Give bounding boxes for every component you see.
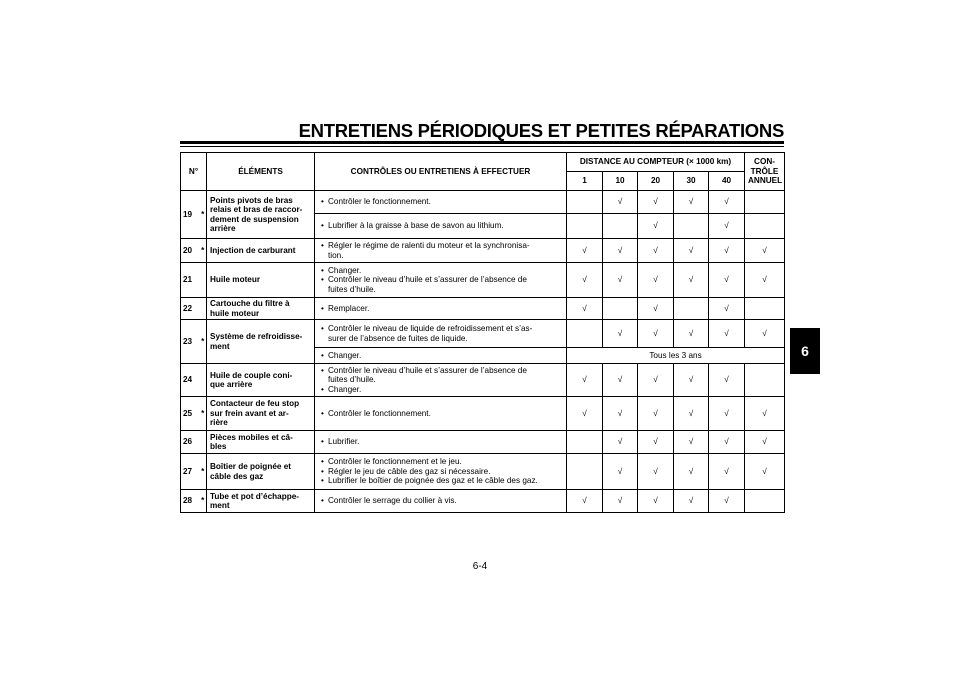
header-elements: ÉLÉMENTS: [207, 153, 315, 191]
check-cell: √: [709, 364, 745, 397]
check-cell: √: [603, 239, 638, 263]
action-item: [321, 409, 563, 418]
action-cell: [315, 490, 567, 513]
action-text: • Régler le jeu de câble des gaz si nécessaire.: [328, 466, 491, 476]
check-cell: √: [567, 298, 603, 320]
asterisk-mark: [200, 364, 207, 397]
action-text: • Changer.: [328, 265, 362, 275]
asterisk-mark: *: [200, 397, 207, 431]
check-cell: √: [709, 397, 745, 431]
header-distance-col: 30: [674, 172, 709, 191]
action-cell: [315, 431, 567, 454]
action-item: [321, 385, 563, 394]
check-cell: √: [638, 298, 674, 320]
check-cell: √: [603, 490, 638, 513]
action-text: • Contrôler le niveau d’huile et s’assurer de l’absence de: [328, 275, 527, 285]
check-cell: √: [603, 320, 638, 348]
action-item: [321, 241, 563, 260]
annual-check-cell: √: [745, 454, 785, 490]
annual-check-cell: [745, 364, 785, 397]
action-item: [321, 351, 563, 360]
element-name-line: Pièces mobiles et câ-: [210, 432, 293, 442]
action-cell: [315, 348, 567, 364]
element-name-line: Système de refroidisse-: [210, 332, 303, 342]
header-actions: CONTRÔLES OU ENTRETIENS À EFFECTUER: [315, 153, 567, 191]
check-cell: √: [638, 320, 674, 348]
check-cell: √: [638, 191, 674, 214]
row-number: 28: [181, 490, 200, 513]
check-cell: √: [674, 191, 709, 214]
element-name-line: relais et bras de raccor-: [210, 205, 303, 215]
annual-check-cell: √: [745, 263, 785, 298]
action-item: [321, 221, 563, 230]
element-name: [207, 454, 315, 490]
action-text: • Contrôler le niveau de liquide de refroidissement et s’as-: [328, 324, 533, 334]
annual-check-cell: √: [745, 239, 785, 263]
table-row: [181, 364, 785, 397]
check-cell: √: [638, 364, 674, 397]
element-name-line: Boîtier de poignée et: [210, 462, 291, 472]
element-name-line: que arrière: [210, 380, 253, 389]
check-cell: √: [638, 239, 674, 263]
element-name-line: Huile de couple coni-: [210, 370, 293, 380]
check-cell: √: [674, 263, 709, 298]
check-cell: √: [567, 263, 603, 298]
header-distance-col: 10: [603, 172, 638, 191]
check-cell: [603, 298, 638, 320]
table-row: [181, 454, 785, 490]
action-cell: [315, 454, 567, 490]
check-cell: √: [567, 239, 603, 263]
check-cell: √: [709, 263, 745, 298]
check-cell: [567, 454, 603, 490]
action-text: • Contrôler le niveau d’huile et s’assurer de l’absence de: [328, 365, 527, 375]
annual-check-cell: √: [745, 397, 785, 431]
asterisk-mark: *: [200, 320, 207, 364]
annual-check-cell: √: [745, 431, 785, 454]
check-cell: √: [709, 239, 745, 263]
asterisk-mark: *: [200, 490, 207, 513]
header-distance-col: 40: [709, 172, 745, 191]
check-cell: √: [638, 454, 674, 490]
element-name: [207, 239, 315, 263]
element-name: [207, 263, 315, 298]
action-text: • Contrôler le fonctionnement.: [328, 197, 431, 207]
action-cell: [315, 263, 567, 298]
action-item: [321, 437, 563, 446]
action-text: • Changer.: [328, 350, 362, 360]
element-name: [207, 364, 315, 397]
page-title: ENTRETIENS PÉRIODIQUES ET PETITES RÉPARATIONS: [298, 120, 784, 141]
check-cell: [567, 214, 603, 239]
element-name-line: Injection de carburant: [210, 245, 296, 255]
page-number: 6-4: [472, 561, 488, 572]
check-cell: √: [674, 490, 709, 513]
element-name: [207, 490, 315, 513]
action-cell: [315, 191, 567, 214]
asterisk-mark: [200, 263, 207, 298]
row-number: 27: [181, 454, 200, 490]
element-name-line: dement de suspension: [210, 214, 299, 224]
header-annual: CON- TRÔLE ANNUEL: [745, 153, 785, 191]
element-name-line: huile moteur: [210, 308, 260, 318]
element-name-line: bles: [210, 442, 227, 451]
action-item: [321, 275, 563, 294]
action-text: fuites d’huile.: [328, 284, 376, 294]
action-cell: [315, 239, 567, 263]
row-number: 26: [181, 431, 200, 454]
action-text: • Remplacer.: [328, 303, 370, 313]
action-text: • Contrôler le fonctionnement.: [328, 408, 431, 418]
maintenance-table: [180, 152, 785, 513]
element-name: [207, 298, 315, 320]
table-row: [181, 431, 785, 454]
element-name-line: Contacteur de feu stop: [210, 399, 300, 409]
row-number: 23: [181, 320, 200, 364]
element-name-line: Cartouche du filtre à: [210, 299, 290, 309]
check-cell: [674, 214, 709, 239]
element-name-line: ment: [210, 501, 230, 510]
action-text: • Lubrifier à la graisse à base de savon au lithium.: [328, 221, 504, 231]
element-name: [207, 320, 315, 364]
asterisk-mark: [200, 298, 207, 320]
action-cell: [315, 298, 567, 320]
check-cell: √: [603, 431, 638, 454]
check-cell: √: [674, 431, 709, 454]
interval-note: Tous les 3 ans: [567, 348, 785, 364]
check-cell: √: [603, 397, 638, 431]
action-text: tion.: [328, 250, 344, 260]
header-number: N°: [181, 153, 207, 191]
check-cell: √: [603, 191, 638, 214]
header-distance: DISTANCE AU COMPTEUR (× 1000 km): [567, 153, 745, 172]
action-cell: [315, 214, 567, 239]
annual-check-cell: [745, 214, 785, 239]
check-cell: √: [709, 298, 745, 320]
table-row: [181, 397, 785, 431]
check-cell: √: [674, 454, 709, 490]
row-number: 19: [181, 191, 200, 239]
asterisk-mark: [200, 431, 207, 454]
check-cell: √: [674, 320, 709, 348]
annual-check-cell: [745, 191, 785, 214]
asterisk-mark: *: [200, 191, 207, 239]
row-number: 20: [181, 239, 200, 263]
title-rule-thick: [180, 141, 784, 144]
element-name: [207, 397, 315, 431]
check-cell: [567, 320, 603, 348]
action-text: • Régler le régime de ralenti du moteur et la synchronisa-: [328, 241, 530, 251]
asterisk-mark: *: [200, 239, 207, 263]
row-number: 21: [181, 263, 200, 298]
check-cell: √: [674, 239, 709, 263]
row-number: 22: [181, 298, 200, 320]
header-distance-col: 20: [638, 172, 674, 191]
check-cell: √: [638, 214, 674, 239]
header-distance-col: 1: [567, 172, 603, 191]
annual-check-cell: [745, 298, 785, 320]
element-name-line: arrière: [210, 223, 236, 233]
element-name-line: câble des gaz: [210, 471, 264, 481]
table-row: [181, 320, 785, 348]
check-cell: √: [709, 320, 745, 348]
action-text: • Lubrifier le boîtier de poignée des gaz et le câble des gaz.: [328, 476, 538, 486]
row-number: 24: [181, 364, 200, 397]
action-item: [321, 324, 563, 343]
table-row: [181, 298, 785, 320]
action-item: [321, 304, 563, 313]
action-text: surer de l’absence de fuites de liquide.: [328, 333, 468, 343]
table-row: [181, 191, 785, 214]
element-name: [207, 191, 315, 239]
check-cell: √: [638, 431, 674, 454]
table-row: [181, 490, 785, 513]
check-cell: [603, 214, 638, 239]
check-cell: √: [567, 397, 603, 431]
check-cell: √: [709, 214, 745, 239]
action-text: • Contrôler le serrage du collier à vis.: [328, 496, 457, 506]
action-cell: [315, 320, 567, 348]
action-item: [321, 476, 563, 485]
table-row: [181, 239, 785, 263]
element-name-line: ment: [210, 341, 230, 351]
title-rule-thin: [180, 146, 784, 147]
action-cell: [315, 397, 567, 431]
action-text: fuites d’huile.: [328, 375, 376, 385]
check-cell: √: [638, 397, 674, 431]
check-cell: [674, 298, 709, 320]
table-row: [181, 263, 785, 298]
asterisk-mark: *: [200, 454, 207, 490]
check-cell: √: [567, 490, 603, 513]
row-number: 25: [181, 397, 200, 431]
check-cell: √: [709, 191, 745, 214]
element-name-line: Huile moteur: [210, 275, 261, 285]
action-item: [321, 366, 563, 385]
element-name-line: rière: [210, 418, 228, 428]
check-cell: √: [603, 454, 638, 490]
check-cell: √: [709, 490, 745, 513]
check-cell: √: [674, 364, 709, 397]
action-item: [321, 197, 563, 206]
element-name: [207, 431, 315, 454]
chapter-tab: 6: [790, 328, 820, 374]
action-cell: [315, 364, 567, 397]
check-cell: √: [567, 364, 603, 397]
action-item: [321, 496, 563, 505]
element-name-line: Tube et pot d’échappe-: [210, 491, 300, 501]
action-item: [321, 266, 563, 275]
check-cell: √: [638, 263, 674, 298]
action-text: • Lubrifier.: [328, 437, 360, 447]
element-name-line: sur frein avant et ar-: [210, 408, 289, 418]
check-cell: [567, 191, 603, 214]
check-cell: √: [709, 431, 745, 454]
action-item: [321, 467, 563, 476]
check-cell: [567, 431, 603, 454]
action-text: • Contrôler le fonctionnement et le jeu.: [328, 457, 462, 467]
check-cell: √: [709, 454, 745, 490]
action-item: [321, 457, 563, 466]
element-name-line: Points pivots de bras: [210, 195, 293, 205]
annual-check-cell: [745, 490, 785, 513]
check-cell: √: [603, 364, 638, 397]
action-text: • Changer.: [328, 384, 362, 394]
annual-check-cell: √: [745, 320, 785, 348]
check-cell: √: [638, 490, 674, 513]
check-cell: √: [674, 397, 709, 431]
check-cell: √: [603, 263, 638, 298]
